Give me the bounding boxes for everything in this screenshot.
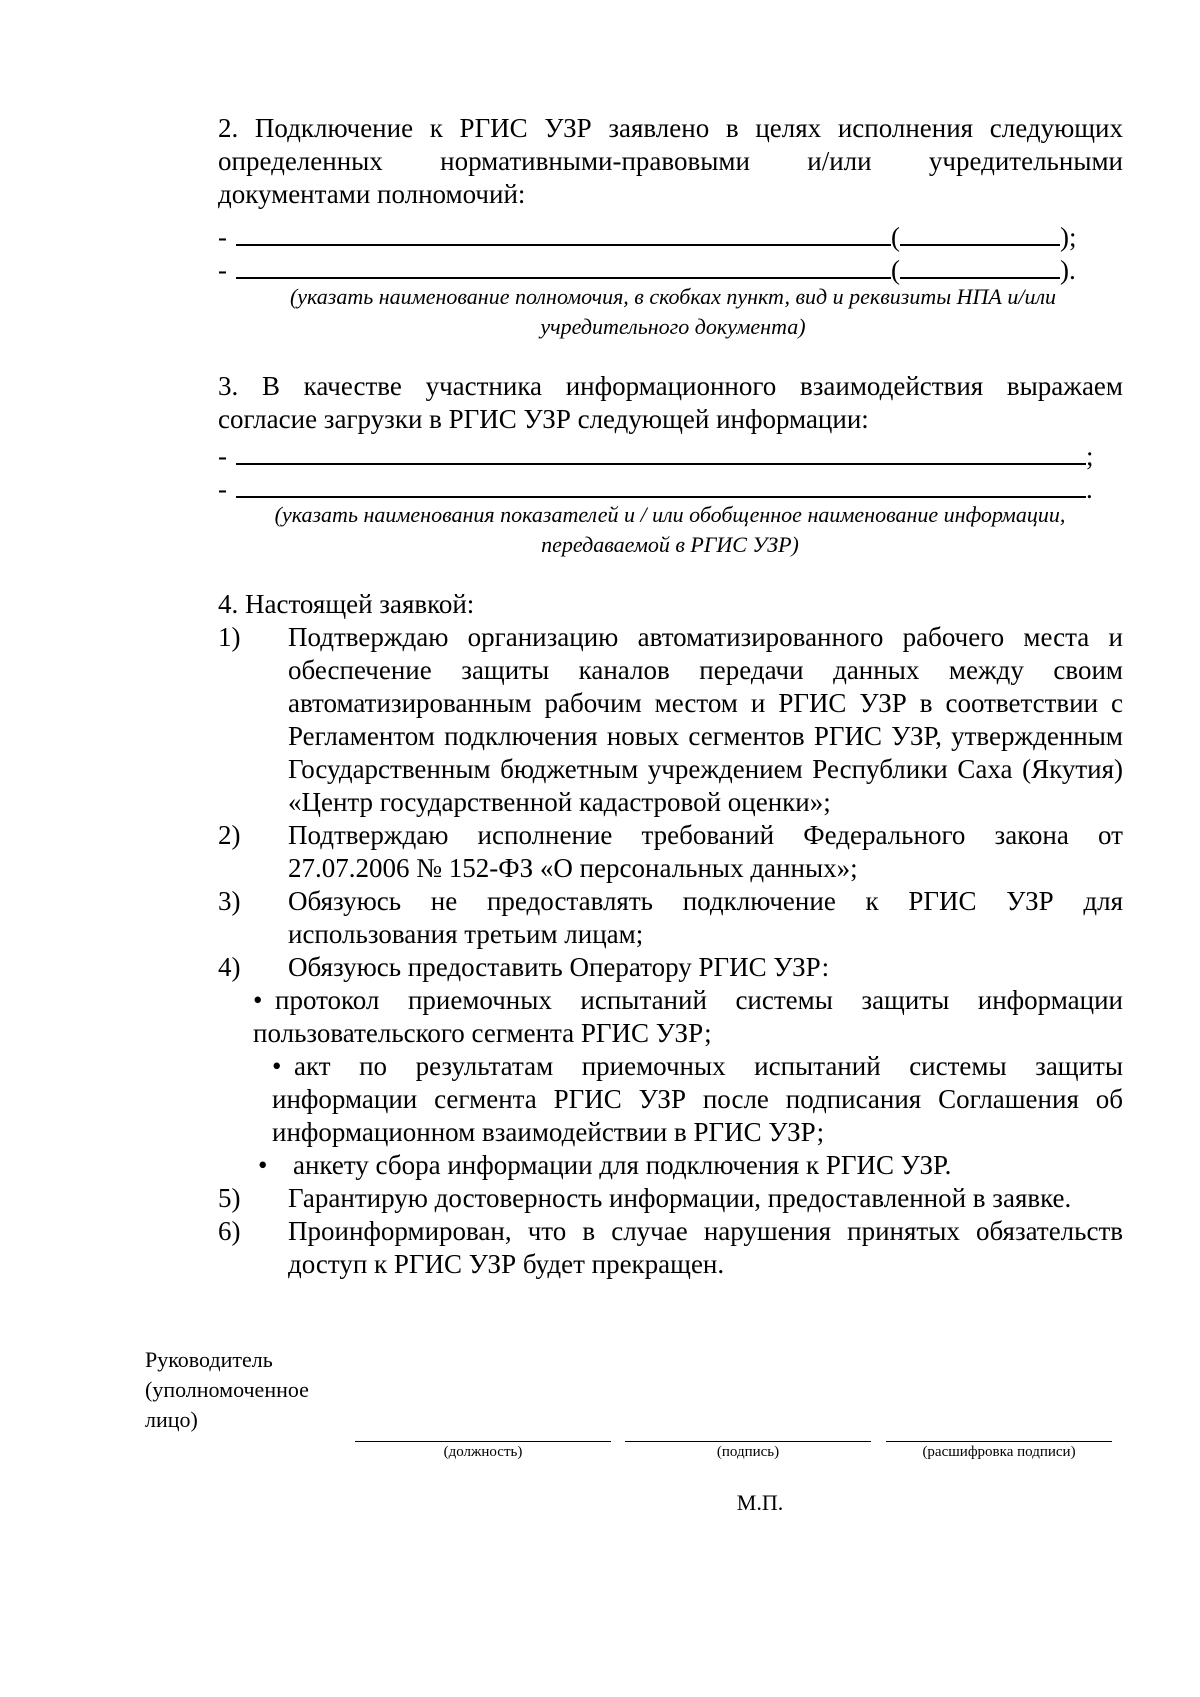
section-4-heading: 4. Настоящей заявкой: (218, 589, 475, 619)
bullet-item: • анкету сбора информации для подключения к РГИС УЗР. (258, 1150, 952, 1180)
list-item: 1) Подтверждаю организацию автоматизированного рабочего места и обеспечение защиты каналов передачи данных между своим автоматизированным рабочим местом и РГИС УЗР в соответствии с Регламентом подключения новых сегментов РГИС УЗР, утвержденным Государственным бюджетным учреждением Республики Саха (Якутия) «Центр государственной кадастровой оценки»; (218, 622, 1123, 817)
list-item: 5) Гарантирую достоверность информации, предоставленной в заявке. (218, 1183, 1072, 1213)
section-2-line-1[interactable]: - ( ); (218, 218, 1077, 251)
bullet-icon: • (258, 1150, 268, 1180)
bullet-item: • акт по результатам приемочных испытаний системы защиты информации сегмента РГИС УЗР после подписания Соглашения об информационном взаимодействии в РГИС УЗР; (272, 1051, 1123, 1147)
position-caption: (должность) (443, 1444, 523, 1460)
stamp-place: М.П. (736, 1490, 784, 1515)
section-3-line-1[interactable]: - ; (218, 437, 1094, 470)
bullet-item: • протокол приемочных испытаний системы защиты информации пользовательского сегмента РГИС УЗР; (253, 985, 1123, 1048)
name-field[interactable] (886, 1440, 1112, 1442)
list-item: 4) Обязуюсь предоставить Оператору РГИС УЗР: (218, 952, 830, 982)
section-3-line-2[interactable]: - . (218, 470, 1093, 503)
list-item: 2) Подтверждаю исполнение требований Федерального закона от 27.07.2006 № 152-ФЗ «О персональных данных»; (218, 820, 1123, 883)
name-caption: (расшифровка подписи) (922, 1444, 1076, 1460)
section-2-line-2[interactable]: - ( ). (218, 251, 1076, 284)
section-2-text: 2. Подключение к РГИС УЗР заявлено в целях исполнения следующих определенных нормативными-правовыми и/или учредительными документами полномочий: (218, 113, 1123, 209)
bullet-icon: • (253, 985, 263, 1015)
list-item: 6) Проинформирован, что в случае нарушения принятых обязательств доступ к РГИС УЗР будет прекращен. (218, 1216, 1123, 1279)
signature-caption: (подпись) (716, 1444, 780, 1460)
section-3-text: 3. В качестве участника информационного взаимодействия выражаем согласие загрузки в РГИС УЗР следующей информации: (218, 371, 1123, 434)
list-item: 3) Обязуюсь не предоставлять подключение к РГИС УЗР для использования третьим лицам; (218, 886, 1123, 949)
bullet-icon: • (272, 1051, 282, 1081)
position-field[interactable] (355, 1440, 611, 1442)
signature-field[interactable] (625, 1440, 871, 1442)
section-2-hint: (указать наименование полномочия, в скобках пункт, вид и реквизиты НПА и/или учредительного документа) (289, 284, 1057, 339)
signer-label: Руководитель (уполномоченное лицо) (145, 1347, 309, 1432)
section-3-hint: (указать наименования показателей и / или обобщенное наименование информации, передаваемой в РГИС УЗР) (274, 502, 1066, 557)
